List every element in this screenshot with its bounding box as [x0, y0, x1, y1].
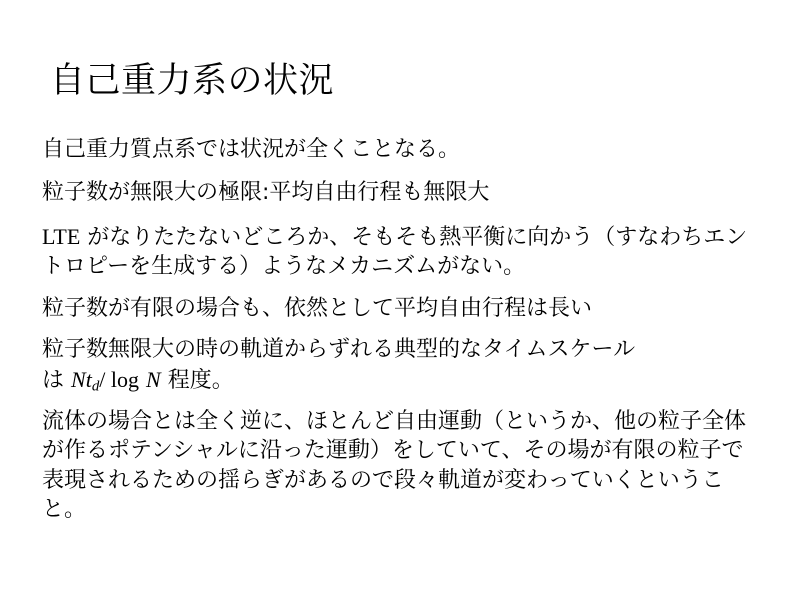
formula-log: / log: [99, 366, 140, 392]
formula-n2: N: [146, 366, 161, 392]
body-paragraph-5-line1: 粒子数無限大の時の軌道からずれる典型的なタイムスケール: [42, 337, 636, 363]
body-paragraph-2: 粒子数が無限大の極限:平均自由行程も無限大: [42, 180, 490, 206]
formula-t-subscript: d: [91, 378, 100, 395]
body-paragraph-6: 流体の場合とは全く逆に、ほとんど自由運動（というか、他の粒子全体が作るポテンシャルに沿った運動）をしていて、その場が有限の粒子で表現されるための揺らぎがあるので段々軌道が変わっていくということ。: [42, 408, 747, 522]
body-paragraph-5-line2: [42, 365, 758, 397]
slide-body: [42, 135, 758, 524]
lte-abbreviation: LTE: [42, 223, 81, 249]
formula-prefix: は: [42, 367, 71, 393]
body-paragraph-1: 自己重力質点系では状況が全くことなる。: [42, 137, 461, 162]
body-paragraph-3-text: がなりたたないどころか、そもそも熱平衡に向かう（すなわちエントロピーを生成する）ようなメカニズムがない。: [42, 224, 748, 280]
formula-t: t: [85, 366, 92, 392]
formula-n: N: [71, 366, 86, 392]
body-paragraph-3: [42, 222, 758, 282]
page-title: 自己重力系の状況: [50, 61, 335, 101]
formula-suffix: 程度。: [160, 367, 234, 393]
body-paragraph-4: 粒子数が有限の場合も、依然として平均自由行程は長い: [42, 295, 593, 321]
